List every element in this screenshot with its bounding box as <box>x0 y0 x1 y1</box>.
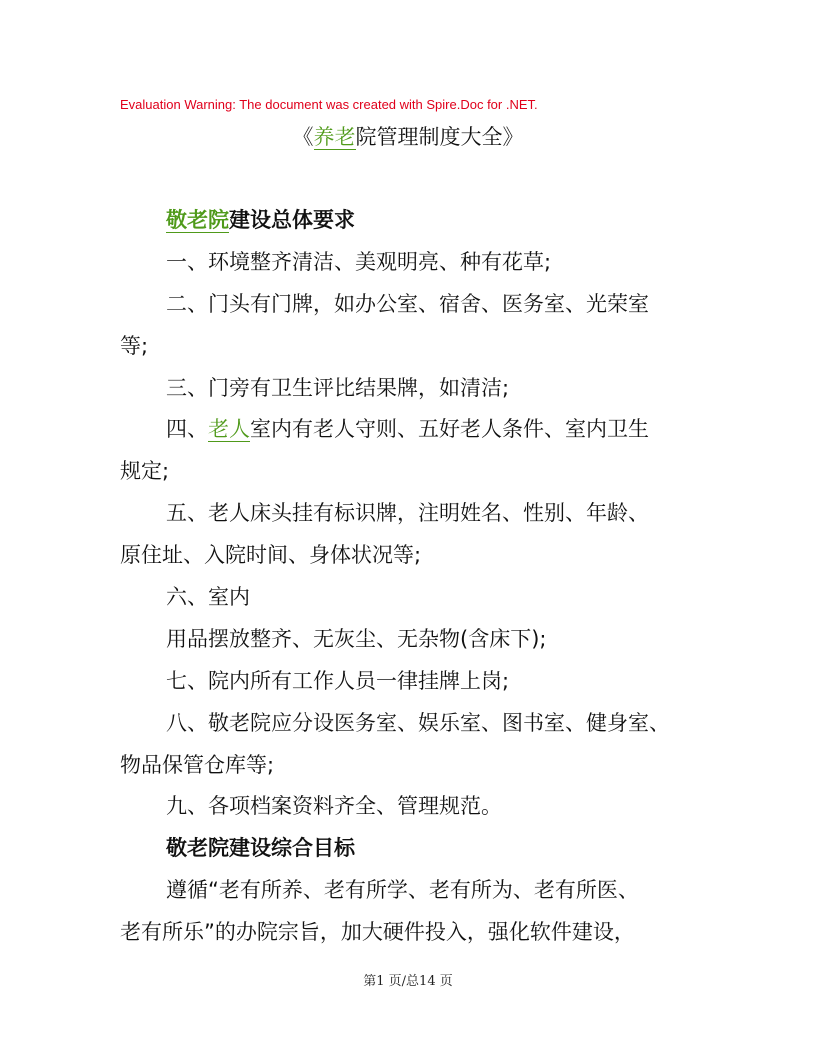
item-2-line-1: 二、门头有门牌，如办公室、宿舍、医务室、光荣室 <box>166 291 649 316</box>
document-body <box>120 200 700 954</box>
document-title <box>0 122 816 152</box>
evaluation-warning: Evaluation Warning: The document was created with Spire.Doc for .NET. <box>120 97 538 112</box>
item-4-line-2: 规定; <box>120 459 170 484</box>
section1-heading <box>120 200 700 242</box>
item-4-line-1 <box>120 409 700 451</box>
page-footer: 第1 页/总14 页 <box>363 974 453 989</box>
section2-heading: 敬老院建设综合目标 <box>166 836 355 861</box>
heading-link-jinglaoyuan[interactable]: 敬老院 <box>166 208 229 232</box>
title-link-yanglao[interactable]: 养老 <box>313 125 356 149</box>
section2-para-line-2: 老有所乐”的办院宗旨，加大硬件投入，强化软件建设， <box>120 920 635 945</box>
item-5-line-1: 五、老人床头挂有标识牌，注明姓名、性别、年龄、 <box>166 501 649 526</box>
section2-para-line-1: 遵循“老有所养、老有所学、老有所为、老有所医、 <box>166 878 639 903</box>
item-2-line-2: 等; <box>120 333 149 358</box>
item-8-line-1: 八、敬老院应分设医务室、娱乐室、图书室、健身室、 <box>166 710 670 735</box>
item-9: 九、各项档案资料齐全、管理规范。 <box>166 794 502 819</box>
heading-rest: 建设总体要求 <box>229 208 355 232</box>
title-rest: 院管理制度大全》 <box>355 125 524 149</box>
title-open-bracket: 《 <box>292 125 314 149</box>
item-1: 一、环境整齐清洁、美观明亮、种有花草; <box>166 249 552 274</box>
item-5-line-2: 原住址、入院时间、身体状况等; <box>120 543 422 568</box>
item-6-line-1: 六、室内 <box>166 585 250 610</box>
item-7: 七、院内所有工作人员一律挂牌上岗; <box>166 668 510 693</box>
item-4-link-laoren[interactable]: 老人 <box>208 417 250 442</box>
item-4-text: 室内有老人守则、五好老人条件、室内卫生 <box>250 417 649 442</box>
item-8-line-2: 物品保管仓库等; <box>120 752 275 777</box>
item-6-line-2: 用品摆放整齐、无灰尘、无杂物(含床下); <box>166 626 547 651</box>
item-3: 三、门旁有卫生评比结果牌，如清洁; <box>166 375 510 400</box>
item-4-prefix: 四、 <box>166 417 208 442</box>
